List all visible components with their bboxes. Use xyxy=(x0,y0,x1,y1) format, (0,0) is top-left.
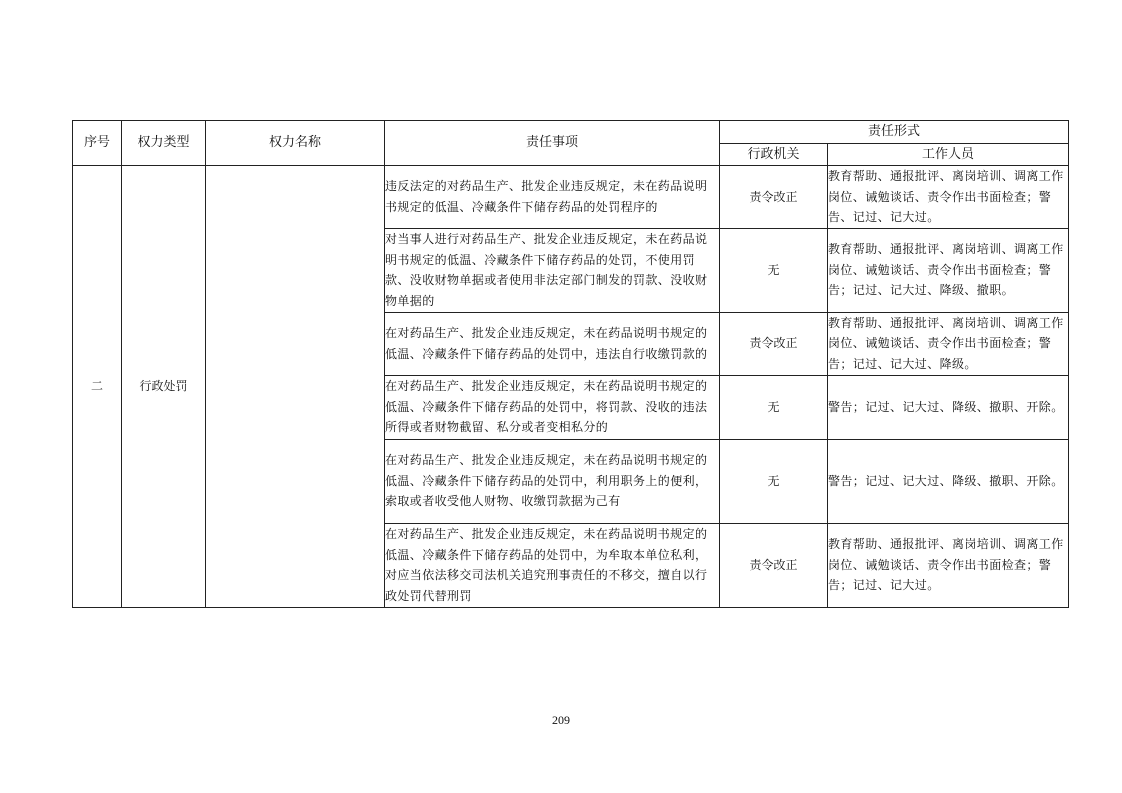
table-row xyxy=(73,166,1069,229)
agency-cell: 无 xyxy=(720,375,828,439)
responsibility-cell: 违反法定的对药品生产、批发企业违反规定，未在药品说明书规定的低温、冷藏条件下储存药品的处罚程序的 xyxy=(385,166,720,229)
header-responsibility-form: 责任形式 xyxy=(720,121,1069,144)
responsibility-table-container xyxy=(72,120,1068,608)
header-seq: 序号 xyxy=(73,121,122,166)
staff-cell: 教育帮助、通报批评、离岗培训、调离工作岗位、诫勉谈话、责令作出书面检查；警告；记过、记大过。 xyxy=(828,523,1069,607)
staff-cell: 警告；记过、记大过、降级、撤职、开除。 xyxy=(828,375,1069,439)
group-seq-cell: 二 xyxy=(73,166,122,608)
staff-cell: 教育帮助、通报批评、离岗培训、调离工作岗位、诫勉谈话、责令作出书面检查；警告；记过、记大过、降级、撤职。 xyxy=(828,228,1069,312)
responsibility-cell: 在对药品生产、批发企业违反规定，未在药品说明书规定的低温、冷藏条件下储存药品的处罚中，为牟取本单位私利，对应当依法移交司法机关追究刑事责任的不移交，擅自以行政处罚代替刑罚 xyxy=(385,523,720,607)
staff-cell: 警告；记过、记大过、降级、撤职、开除。 xyxy=(828,439,1069,523)
header-responsibility: 责任事项 xyxy=(385,121,720,166)
group-power-type-cell: 行政处罚 xyxy=(122,166,206,608)
header-staff: 工作人员 xyxy=(828,144,1069,166)
agency-cell: 责令改正 xyxy=(720,166,828,229)
responsibility-cell: 对当事人进行对药品生产、批发企业违反规定，未在药品说明书规定的低温、冷藏条件下储存药品的处罚，不使用罚款、没收财物单据或者使用非法定部门制发的罚款、没收财物单据的 xyxy=(385,228,720,312)
page-number: 209 xyxy=(552,713,570,727)
responsibility-cell: 在对药品生产、批发企业违反规定，未在药品说明书规定的低温、冷藏条件下储存药品的处罚中，将罚款、没收的违法所得或者财物截留、私分或者变相私分的 xyxy=(385,375,720,439)
agency-cell: 无 xyxy=(720,228,828,312)
responsibility-table xyxy=(72,120,1069,608)
responsibility-cell: 在对药品生产、批发企业违反规定，未在药品说明书规定的低温、冷藏条件下储存药品的处罚中，利用职务上的便利，索取或者收受他人财物、收缴罚款据为己有 xyxy=(385,439,720,523)
responsibility-cell: 在对药品生产、批发企业违反规定，未在药品说明书规定的低温、冷藏条件下储存药品的处罚中，违法自行收缴罚款的 xyxy=(385,312,720,375)
agency-cell: 无 xyxy=(720,439,828,523)
header-agency: 行政机关 xyxy=(720,144,828,166)
group-power-name-cell xyxy=(206,166,385,608)
staff-cell: 教育帮助、通报批评、离岗培训、调离工作岗位、诫勉谈话、责令作出书面检查；警告、记过、记大过。 xyxy=(828,166,1069,229)
header-power-name: 权力名称 xyxy=(206,121,385,166)
agency-cell: 责令改正 xyxy=(720,312,828,375)
agency-cell: 责令改正 xyxy=(720,523,828,607)
staff-cell: 教育帮助、通报批评、离岗培训、调离工作岗位、诫勉谈话、责令作出书面检查；警告；记过、记大过、降级。 xyxy=(828,312,1069,375)
header-power-type: 权力类型 xyxy=(122,121,206,166)
